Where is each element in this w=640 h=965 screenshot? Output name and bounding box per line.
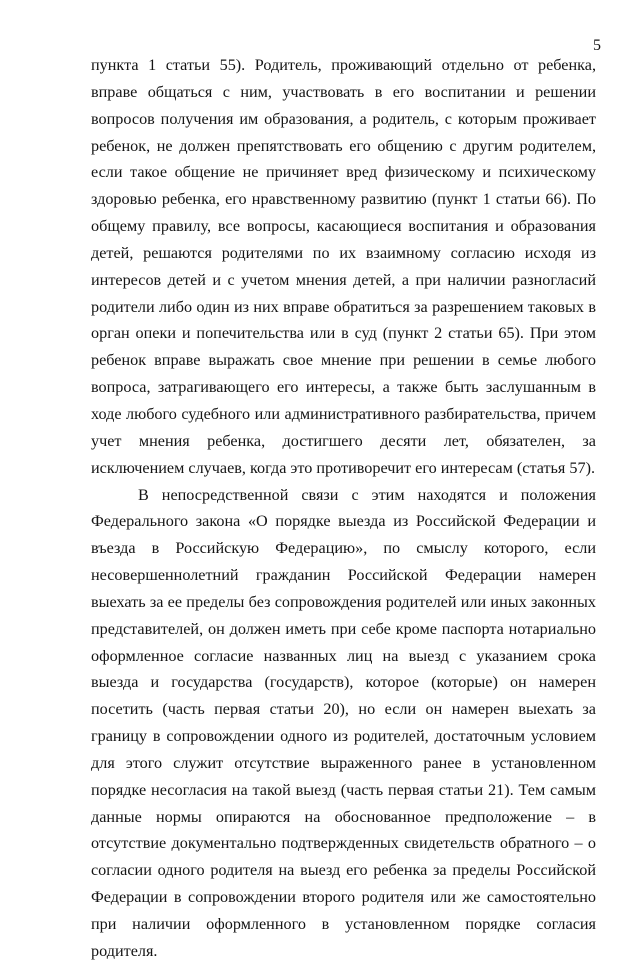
page-number: 5 (593, 37, 601, 54)
paragraph-continuation: пункта 1 статьи 55). Родитель, проживающий отдельно от ребенка, вправе общаться с ним, участвовать в его воспитании и решении вопросов получения им образования, а родитель, с которым проживает ребенок, не должен препятствовать его общению с другим родителем, если такое общение не причиняет вред физическому и психическому здоровью ребенка, его нравственному развитию (пункт 1 статьи 66). По общему правилу, все вопросы, касающиеся воспитания и образования детей, решаются родителями по их взаимному согласию исходя из интересов детей и с учетом мнения детей, а при наличии разногласий родители либо один из них вправе обратиться за разрешением таковых в орган опеки и попечительства или в суд (пункт 2 статьи 65). При этом ребенок вправе выражать свое мнение при решении в семье любого вопроса, затрагивающего его интересы, а также быть заслушанным в ходе любого судебного или административного разбирательства, причем учет мнения ребенка, достигшего десяти лет, обязателен, за исключением случаев, когда это противоречит его интересам (статья 57). (91, 56, 596, 477)
document-body (91, 52, 596, 965)
paragraph-federal-law: В непосредственной связи с этим находятся и положения Федерального закона «О порядке выезда из Российской Федерации и въезда в Российскую Федерацию», по смыслу которого, если несовершеннолетний гражданин Российской Федерации намерен выехать за ее пределы без сопровождения родителей или иных законных представителей, он должен иметь при себе кроме паспорта нотариально оформленное согласие названных лиц на выезд с указанием срока выезда и государства (государств), которое (которые) он намерен посетить (часть первая статьи 20), но если он намерен выехать за границу в сопровождении одного из родителей, достаточным условием для этого служит отсутствие выраженного ранее в установленном порядке несогласия на такой выезд (часть первая статьи 21). Тем самым данные нормы опираются на обоснованное предположение – в отсутствие документально подтвержденных свидетельств обратного – о согласии одного родителя на выезд его ребенка за пределы Российской Федерации в сопровождении второго родителя или же самостоятельно при наличии оформленного в установленном порядке согласия родителя. (91, 485, 596, 960)
